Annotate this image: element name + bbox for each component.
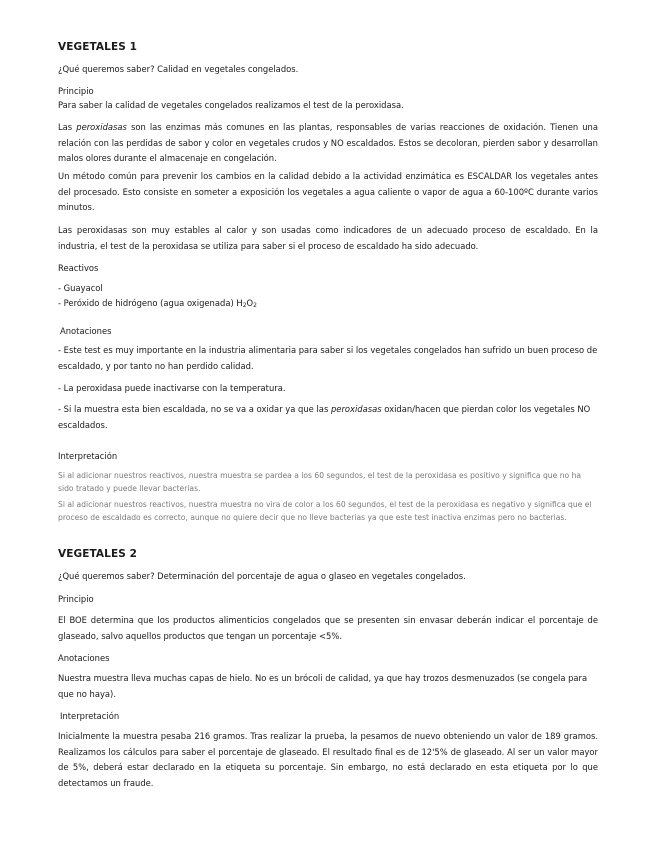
- interpretacion-heading: Interpretación: [58, 451, 118, 461]
- section-title-vegetales-1: VEGETALES 1: [58, 41, 138, 53]
- anotacion-3-post: oxidan/hacen que pierdan color los vegetales NO escaldados.: [58, 404, 591, 430]
- peroxidasas-italic: peroxidasas: [76, 122, 127, 132]
- anotacion-2: - La peroxidasa puede inactivarse con la temperatura.: [58, 383, 286, 393]
- question-text: ¿Qué queremos saber? Calidad en vegetales congelados.: [58, 64, 299, 74]
- peroxidasas-post: son las enzimas más comunes en las plantas, responsables de varias reacciones de oxidación. Tienen una relación con las perdidas de sabor y color en vegetales crudos y NO escaldados. Estos se decoloran, pierden sabor y desarrollan malos olores durante el almacenaje en congelación.: [58, 122, 598, 164]
- reactivo-peroxido: [58, 296, 598, 312]
- indicadores-paragraph: Las peroxidasas son muy estables al calor y son usadas como indicadores de un adecuado proceso de escaldado. En la industria, el test de la peroxidasa se utiliza para saber si el proceso de escaldado ha sido adecuado.: [58, 225, 598, 251]
- question-text-2: ¿Qué queremos saber? Determinación del porcentaje de agua o glaseo en vegetales congelados.: [58, 571, 466, 581]
- principio-heading-2: Principio: [58, 594, 94, 604]
- reactivo-peroxido-o: O: [246, 298, 254, 308]
- principio-text-2: El BOE determina que los productos alimenticios congelados que se presenten sin envasar deberán indicar el porcentaje de glaseado, salvo aquellos productos que tengan un porcentaje <5%.: [58, 615, 598, 641]
- anotacion-3-pre: - Si la muestra esta bien escaldada, no se va a oxidar ya que las: [58, 404, 331, 414]
- principio-heading: Principio: [58, 86, 94, 96]
- anotacion-1: - Este test es muy importante en la industria alimentaria para saber si los vegetales congelados han sufrido un buen proceso de escaldado, y por tanto no han perdido calidad.: [58, 345, 598, 371]
- reactivo-guayacol: - Guayacol: [58, 283, 103, 293]
- interpretacion-positivo: Si al adicionar nuestros reactivos, nuestra muestra se pardea a los 60 segundos, el test de la peroxidasa es positivo y significa que no ha sido tratado y puede llevar bacterias.: [58, 471, 582, 494]
- reactivos-heading: Reactivos: [58, 263, 99, 273]
- section-title-vegetales-2: VEGETALES 2: [58, 548, 138, 560]
- interpretacion-glaseado: Inicialmente la muestra pesaba 216 gramos. Tras realizar la prueba, la pesamos de nuevo obteniendo un valor de 189 gramos. Realizamos los cálculos para saber el porcentaje de glaseado. El resultado final es de 12'5% de glaseado. Al ser un valor mayor de 5%, deberá estar declarado en la etiqueta su porcentaje. Sin embargo, no está declarado en esta etiqueta por lo que detectamos un fraude.: [58, 731, 598, 788]
- reactivo-peroxido-pre: - Peróxido de hidrógeno (agua oxigenada) H: [58, 298, 243, 308]
- interpretacion-heading-2: Interpretación: [60, 711, 120, 721]
- principio-text: Para saber la calidad de vegetales congelados realizamos el test de la peroxidasa.: [58, 100, 404, 110]
- reactivo-sub-1: 2: [242, 302, 247, 309]
- anotacion-brocoli: Nuestra muestra lleva muchas capas de hielo. No es un brócoli de calidad, ya que hay trozos desmenuzados (se congela para que no haya).: [58, 673, 588, 699]
- escaldar-paragraph: Un método común para prevenir los cambios en la calidad debido a la actividad enzimática es ESCALDAR los vegetales antes del procesado. Esto consiste en someter a exposición los vegetales a agua caliente o vapor de agua a 60-100ºC durante varios minutos.: [58, 171, 598, 213]
- interpretacion-negativo: Si al adicionar nuestros reactivos, nuestra muestra no vira de color a los 60 segundos, el test de la peroxidasa es negativo y significa que el proceso de escaldado es correcto, aunque no quiere decir que no lleve bacterias ya que este test inactiva enzimas pero no bacterias.: [58, 500, 592, 523]
- anotaciones-heading: Anotaciones: [60, 326, 112, 336]
- peroxidasas-paragraph: [58, 120, 598, 167]
- anotaciones-heading-2: Anotaciones: [58, 653, 110, 663]
- peroxidasas-pre: Las: [58, 122, 77, 132]
- reactivo-sub-2: 2: [253, 302, 257, 309]
- anotacion-3-italic: peroxidasas: [330, 404, 382, 414]
- anotacion-3: [58, 402, 598, 433]
